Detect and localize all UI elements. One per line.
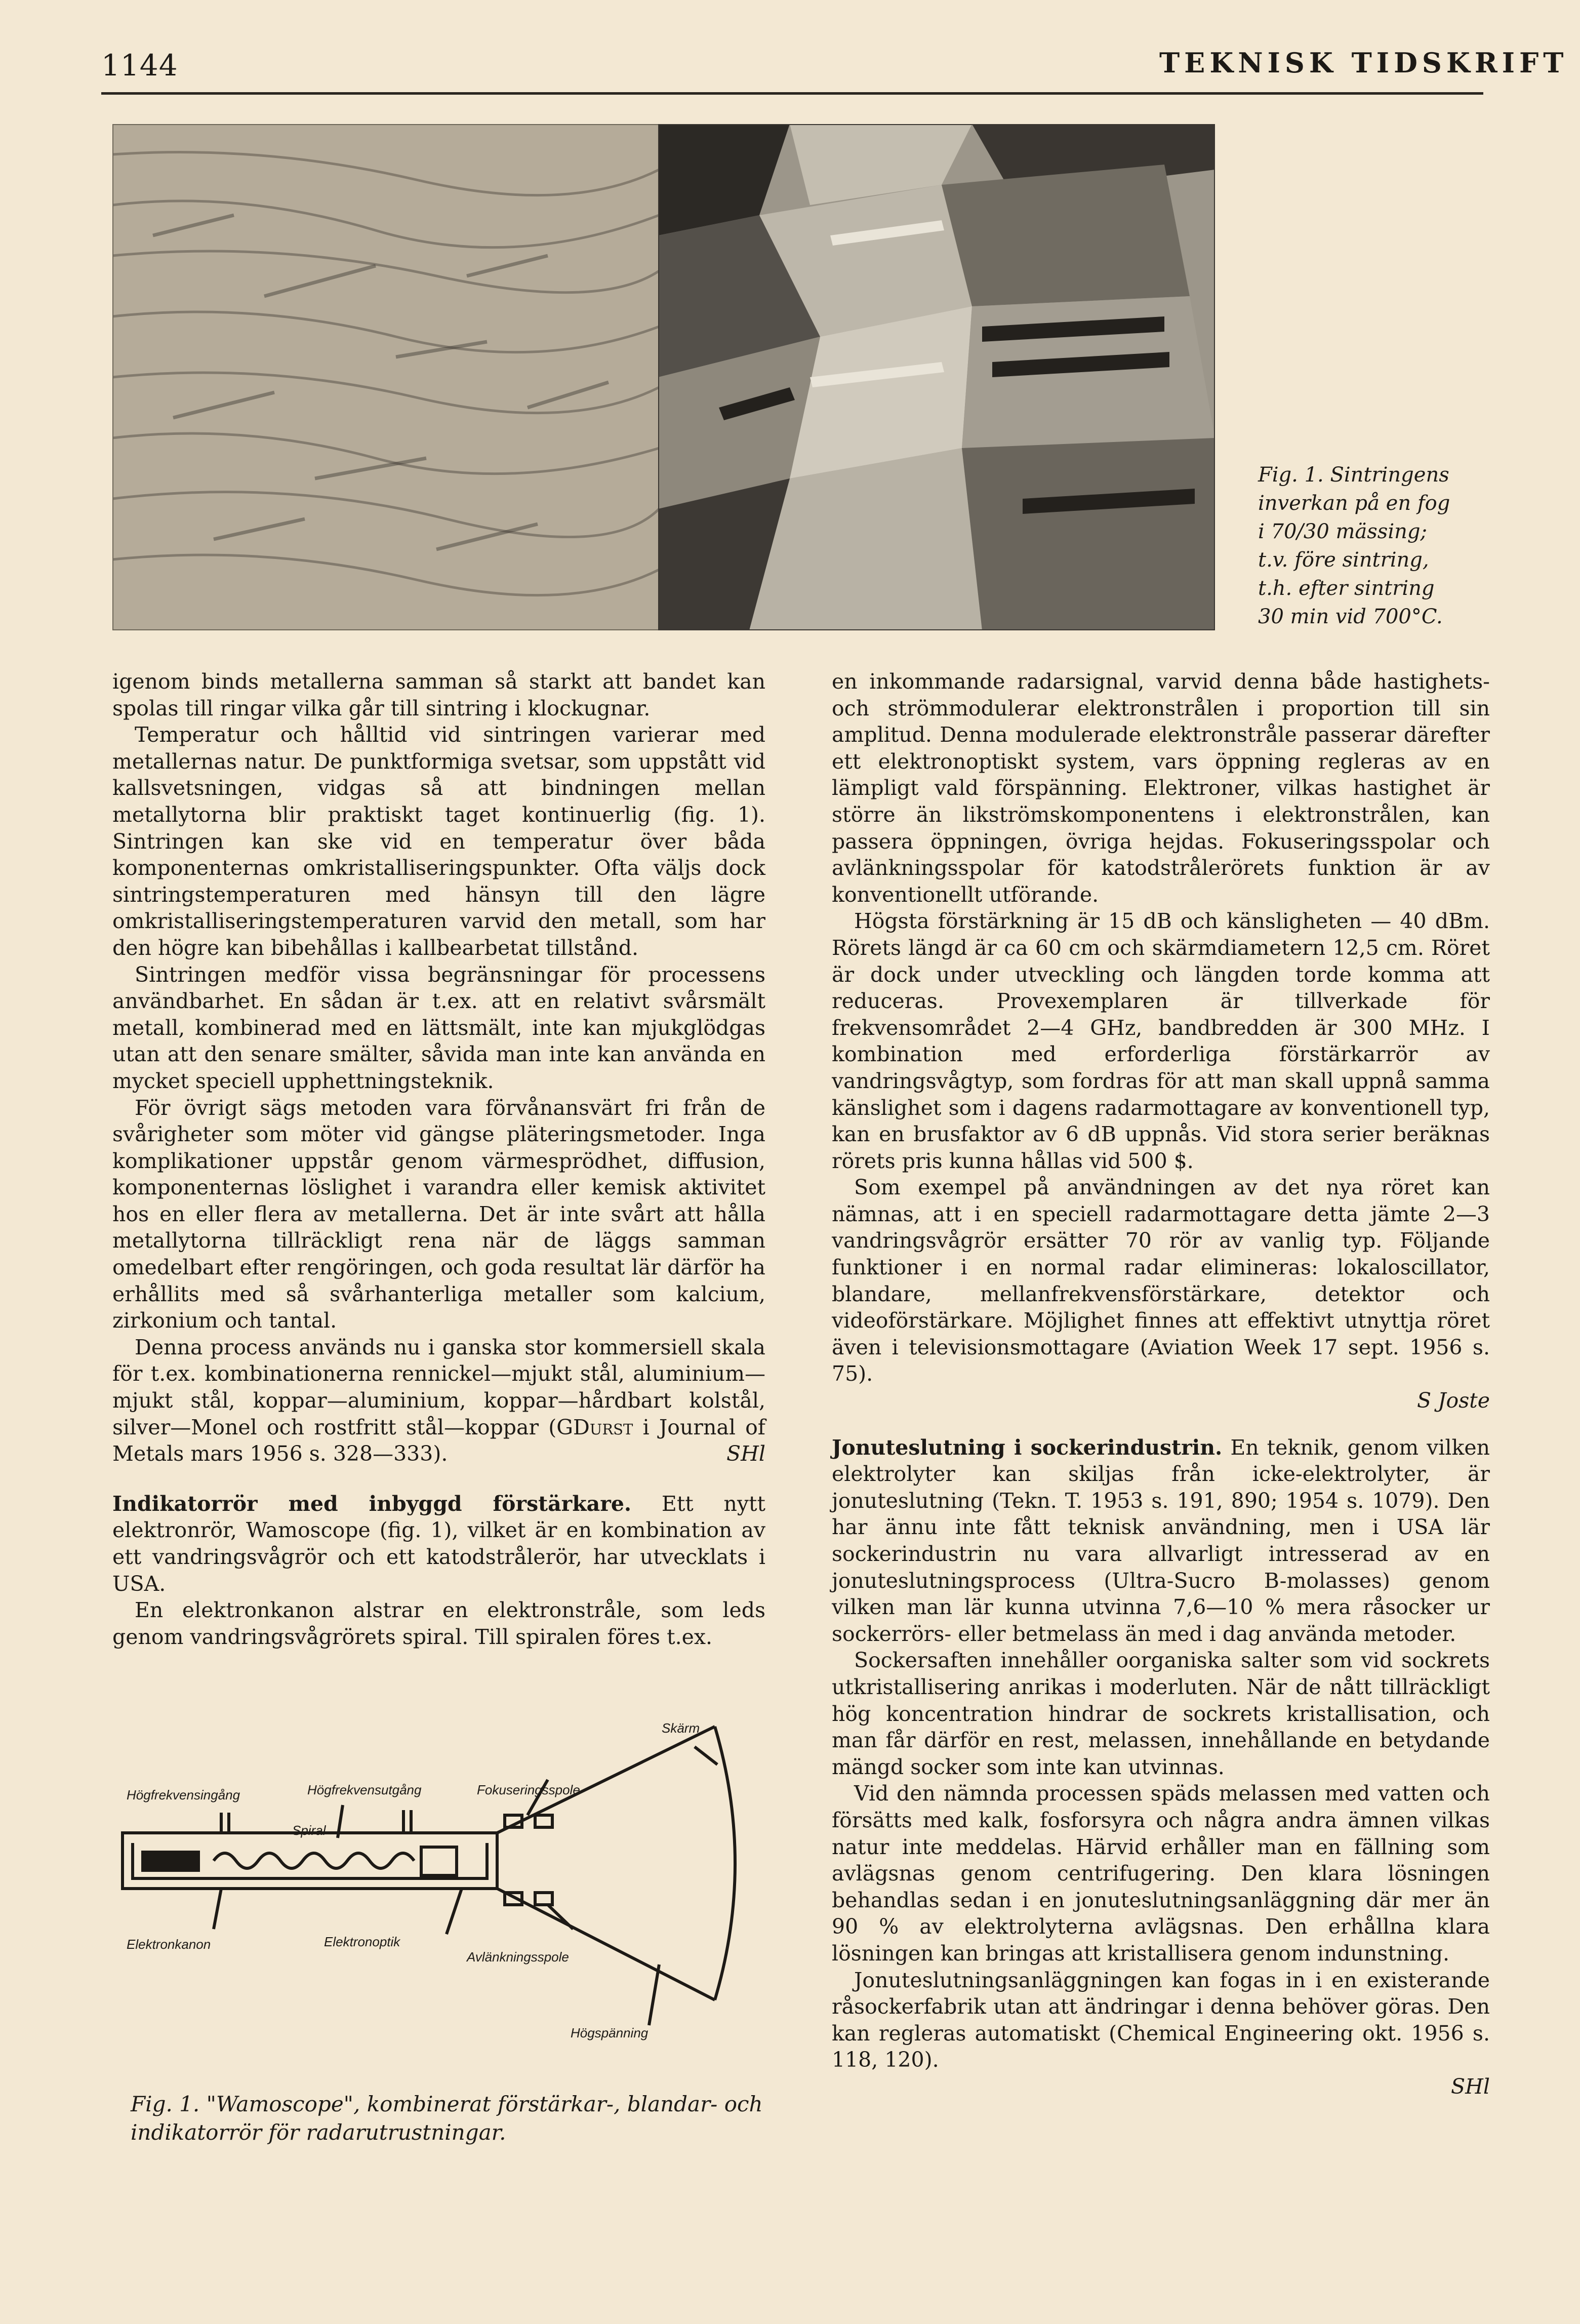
signature: S Joste: [1416, 1388, 1490, 1413]
figure1-caption-line: Fig. 1. Sintringens: [1258, 463, 1449, 487]
paragraph: Vid den nämnda processen späds melassen med vatten och försätts med kalk, fosforsyra och några andra ämnen vilkas natur inte meddelas. Härvid erhåller man en fällning som avlägsnas genom centrifugering. Den klara lösningen behandlas sedan i en jonuteslutningsanläggning där mer än 90 % av elektrolyterna avlägsnas. Den erhållna klara lösningen kan bringas att kristallisera genom indunstning.: [832, 1781, 1490, 1966]
figure1-caption-line: t.h. efter sintring: [1258, 577, 1435, 600]
paragraph-text: En teknik, genom vilken elektrolyter kan skiljas från icke-elektrolyter, är jonuteslutning (Tekn. T. 1953 s. 191, 890; 1954 s. 1079). Den har ännu inte fått teknisk användning, men i USA lär sockerindustrin nu vara allvarligt intresserad av en jonuteslutningsprocess (Ultra-Sucro B-molasses) genom vilken man lär kunna utvinna 7,6—10 % mera råsocker ur sockerrörs- eller betmelass än med i dag använda metoder.: [832, 1435, 1490, 1646]
figure1-caption: [1258, 461, 1496, 631]
label-hf-input: Högfrekvensingång: [127, 1787, 240, 1802]
signature: SHl: [726, 1441, 765, 1466]
reference-text: i Journal of Metals mars 1956 s. 328—333).: [112, 1415, 765, 1466]
article-heading: Jonuteslutning i sockerindustrin.: [832, 1435, 1223, 1460]
label-helix: Spiral: [292, 1823, 326, 1838]
right-column: [832, 668, 1490, 2100]
paragraph: Jonuteslutningsanläggningen kan fogas in i en existerande råsockerfabrik utan att ändringar i denna behöver göras. Den kan regleras automatiskt (Chemical Engineering okt. 1956 s. 118, 120).: [832, 1968, 1490, 2072]
signature-line: [832, 1387, 1490, 1414]
left-column: [112, 668, 765, 1650]
label-deflection-coil: Avlänkningsspole: [467, 1949, 569, 1965]
paragraph-text: Denna process används nu i ganska stor kommersiell skala för t.ex. kombinationerna rennickel—mjukt stål, aluminium—mjukt stål, koppar—aluminium, koppar—hårdbart kolstål, silver—Monel och rostfritt stål—koppar (G: [112, 1335, 765, 1439]
paragraph: igenom binds metallerna samman så starkt att bandet kan spolas till ringar vilka går till sintring i klockugnar.: [112, 669, 765, 720]
header-rule: [101, 92, 1483, 95]
label-screen: Skärm: [662, 1720, 700, 1736]
paragraph-text: Ett nytt elektronrör, Wamoscope (fig. 1), vilket är en kombination av ett vandringsvågrör och ett katodstrålerör, har utvecklats i USA.: [112, 1491, 766, 1596]
label-hf-output: Högfrekvensutgång: [307, 1782, 422, 1797]
figure1-caption-line: inverkan på en fog: [1258, 492, 1450, 515]
paragraph: Som exempel på användningen av det nya röret kan nämnas, att i en speciell radarmottagare detta jämte 2—3 vandringsvågrör ersätter 70 rör av vanlig typ. Följande funktioner i en normal radar elimineras: lokaloscillator, blandare, mellanfrekvensförstärkare, detektor och videoförstärkare. Möjlighet finnes att effektivt utnyttja röret även i televisionsmottagare (Aviation Week 17 sept. 1956 s. 75).: [832, 1175, 1490, 1386]
tube-drawing: [112, 1716, 765, 2081]
label-high-voltage: Högspänning: [571, 2025, 649, 2040]
paragraph: Sintringen medför vissa begränsningar för processens användbarhet. En sådan är t.ex. att en relativt svårsmält metall, kombinerad med en lättsmält, inte kan mjukglödgas utan att den senare smälter, såvida man inte kan använda en mycket speciell upphettningsteknik.: [112, 962, 765, 1093]
paragraph: Temperatur och hålltid vid sintringen varierar med metallernas natur. De punktformiga svetsar, som uppstått vid kallsvetsningen, vidgas så att bindningen mellan metallytorna blir praktiskt taget kontinuerlig (fig. 1). Sintringen kan ske vid en temperatur över båda komponenternas omkristalliseringspunkter. Ofta väljs dock sintringstemperaturen med hänsyn till den lägre omkristalliseringstemperaturen varvid den metall, som har den högre kan bibehållas i kallbearbetat tillstånd.: [112, 723, 765, 960]
article-heading: Indikatorrör med inbyggd förstärkare.: [112, 1491, 632, 1516]
label-electron-gun: Elektronkanon: [127, 1937, 211, 1952]
label-electron-optics: Elektronoptik: [324, 1934, 400, 1949]
micrograph-before-sintering: [112, 124, 659, 630]
journal-title: TEKNISK TIDSKRIFT: [1159, 47, 1568, 79]
signature: SHl: [1451, 2074, 1490, 2099]
micrograph-after-sintering: [658, 124, 1215, 630]
author-reference: Durst: [573, 1415, 633, 1439]
figure1-caption-line: 30 min vid 700°C.: [1258, 605, 1443, 628]
label-focus-coil: Fokuseringsspole: [477, 1782, 580, 1797]
paragraph: Sockersaften innehåller oorganiska salter som vid sockrets utkristallisering anrikas i moderluten. När de nått tillräckligt hög koncentration hindrar de sockrets kristallisation, och man får därför en rest, melassen, innehållande en betydande mängd socker som inte kan utvinnas.: [832, 1648, 1490, 1779]
figure1-caption-line: t.v. före sintring,: [1258, 548, 1429, 572]
figure2-caption: Fig. 1. "Wamoscope", kombinerat förstärkar-, blandar- och indikatorrör för radarutrustningar.: [131, 2092, 763, 2145]
paragraph: en inkommande radarsignal, varvid denna både hastighets- och strömmodulerar elektronstrålen i proportion till sin amplitud. Denna modulerade elektronstråle passerar därefter ett elektronoptiskt system, vars öppning regleras av en lämpligt vald förspänning. Elektroner, vilkas hastighet är större än likströmskomponentens i elektronstrålen, kan passera öppningen, övriga hejdas. Fokuseringsspolar och avlänkningsspolar för katodstrålerörets funktion är av konventionellt utförande.: [832, 669, 1490, 907]
article-intro: [832, 1434, 1490, 1648]
page-number: 1144: [101, 48, 178, 83]
paragraph: [112, 1334, 765, 1467]
paragraph: För övrigt sägs metoden vara förvånansvärt fri från de svårigheter som möter vid gängse pläteringsmetoder. Inga komplikationer uppstår genom värmesprödhet, diffusion, komponenternas löslighet i varandra eller kemisk aktivitet hos en eller flera av metallerna. Det är inte svårt att hålla metallytorna tillräckligt rena när de läggs samman omedelbart efter rengöringen, och goda resultat lär därför ha erhållits med så svårhanterliga metaller som kalcium, zirkonium och tantal.: [112, 1095, 765, 1333]
figure1-caption-line: i 70/30 mässing;: [1258, 520, 1427, 543]
wamoscope-diagram: [112, 1716, 765, 2081]
paragraph: Högsta förstärkning är 15 dB och känsligheten — 40 dBm. Rörets längd är ca 60 cm och skärmdiametern 12,5 cm. Röret är dock under utveckling och längden torde komma att reduceras. Provexemplaren är tillverkade för frekvensområdet 2—4 GHz, bandbredden är 300 MHz. I kombination med erforderliga förstärkarrör av vandringsvågtyp, som fordras för att man skall uppnå samma känslighet som i dagens radarmottagare av konventionell typ, kan en brusfaktor av 6 dB uppnås. Vid stora serier beräknas rörets pris kunna hållas vid 500 $.: [832, 909, 1490, 1173]
article-intro: [112, 1491, 765, 1597]
paragraph: En elektronkanon alstrar en elektronstråle, som leds genom vandringsvågrörets spiral. Till spiralen föres t.ex.: [112, 1598, 765, 1649]
signature-line: [832, 2073, 1490, 2100]
